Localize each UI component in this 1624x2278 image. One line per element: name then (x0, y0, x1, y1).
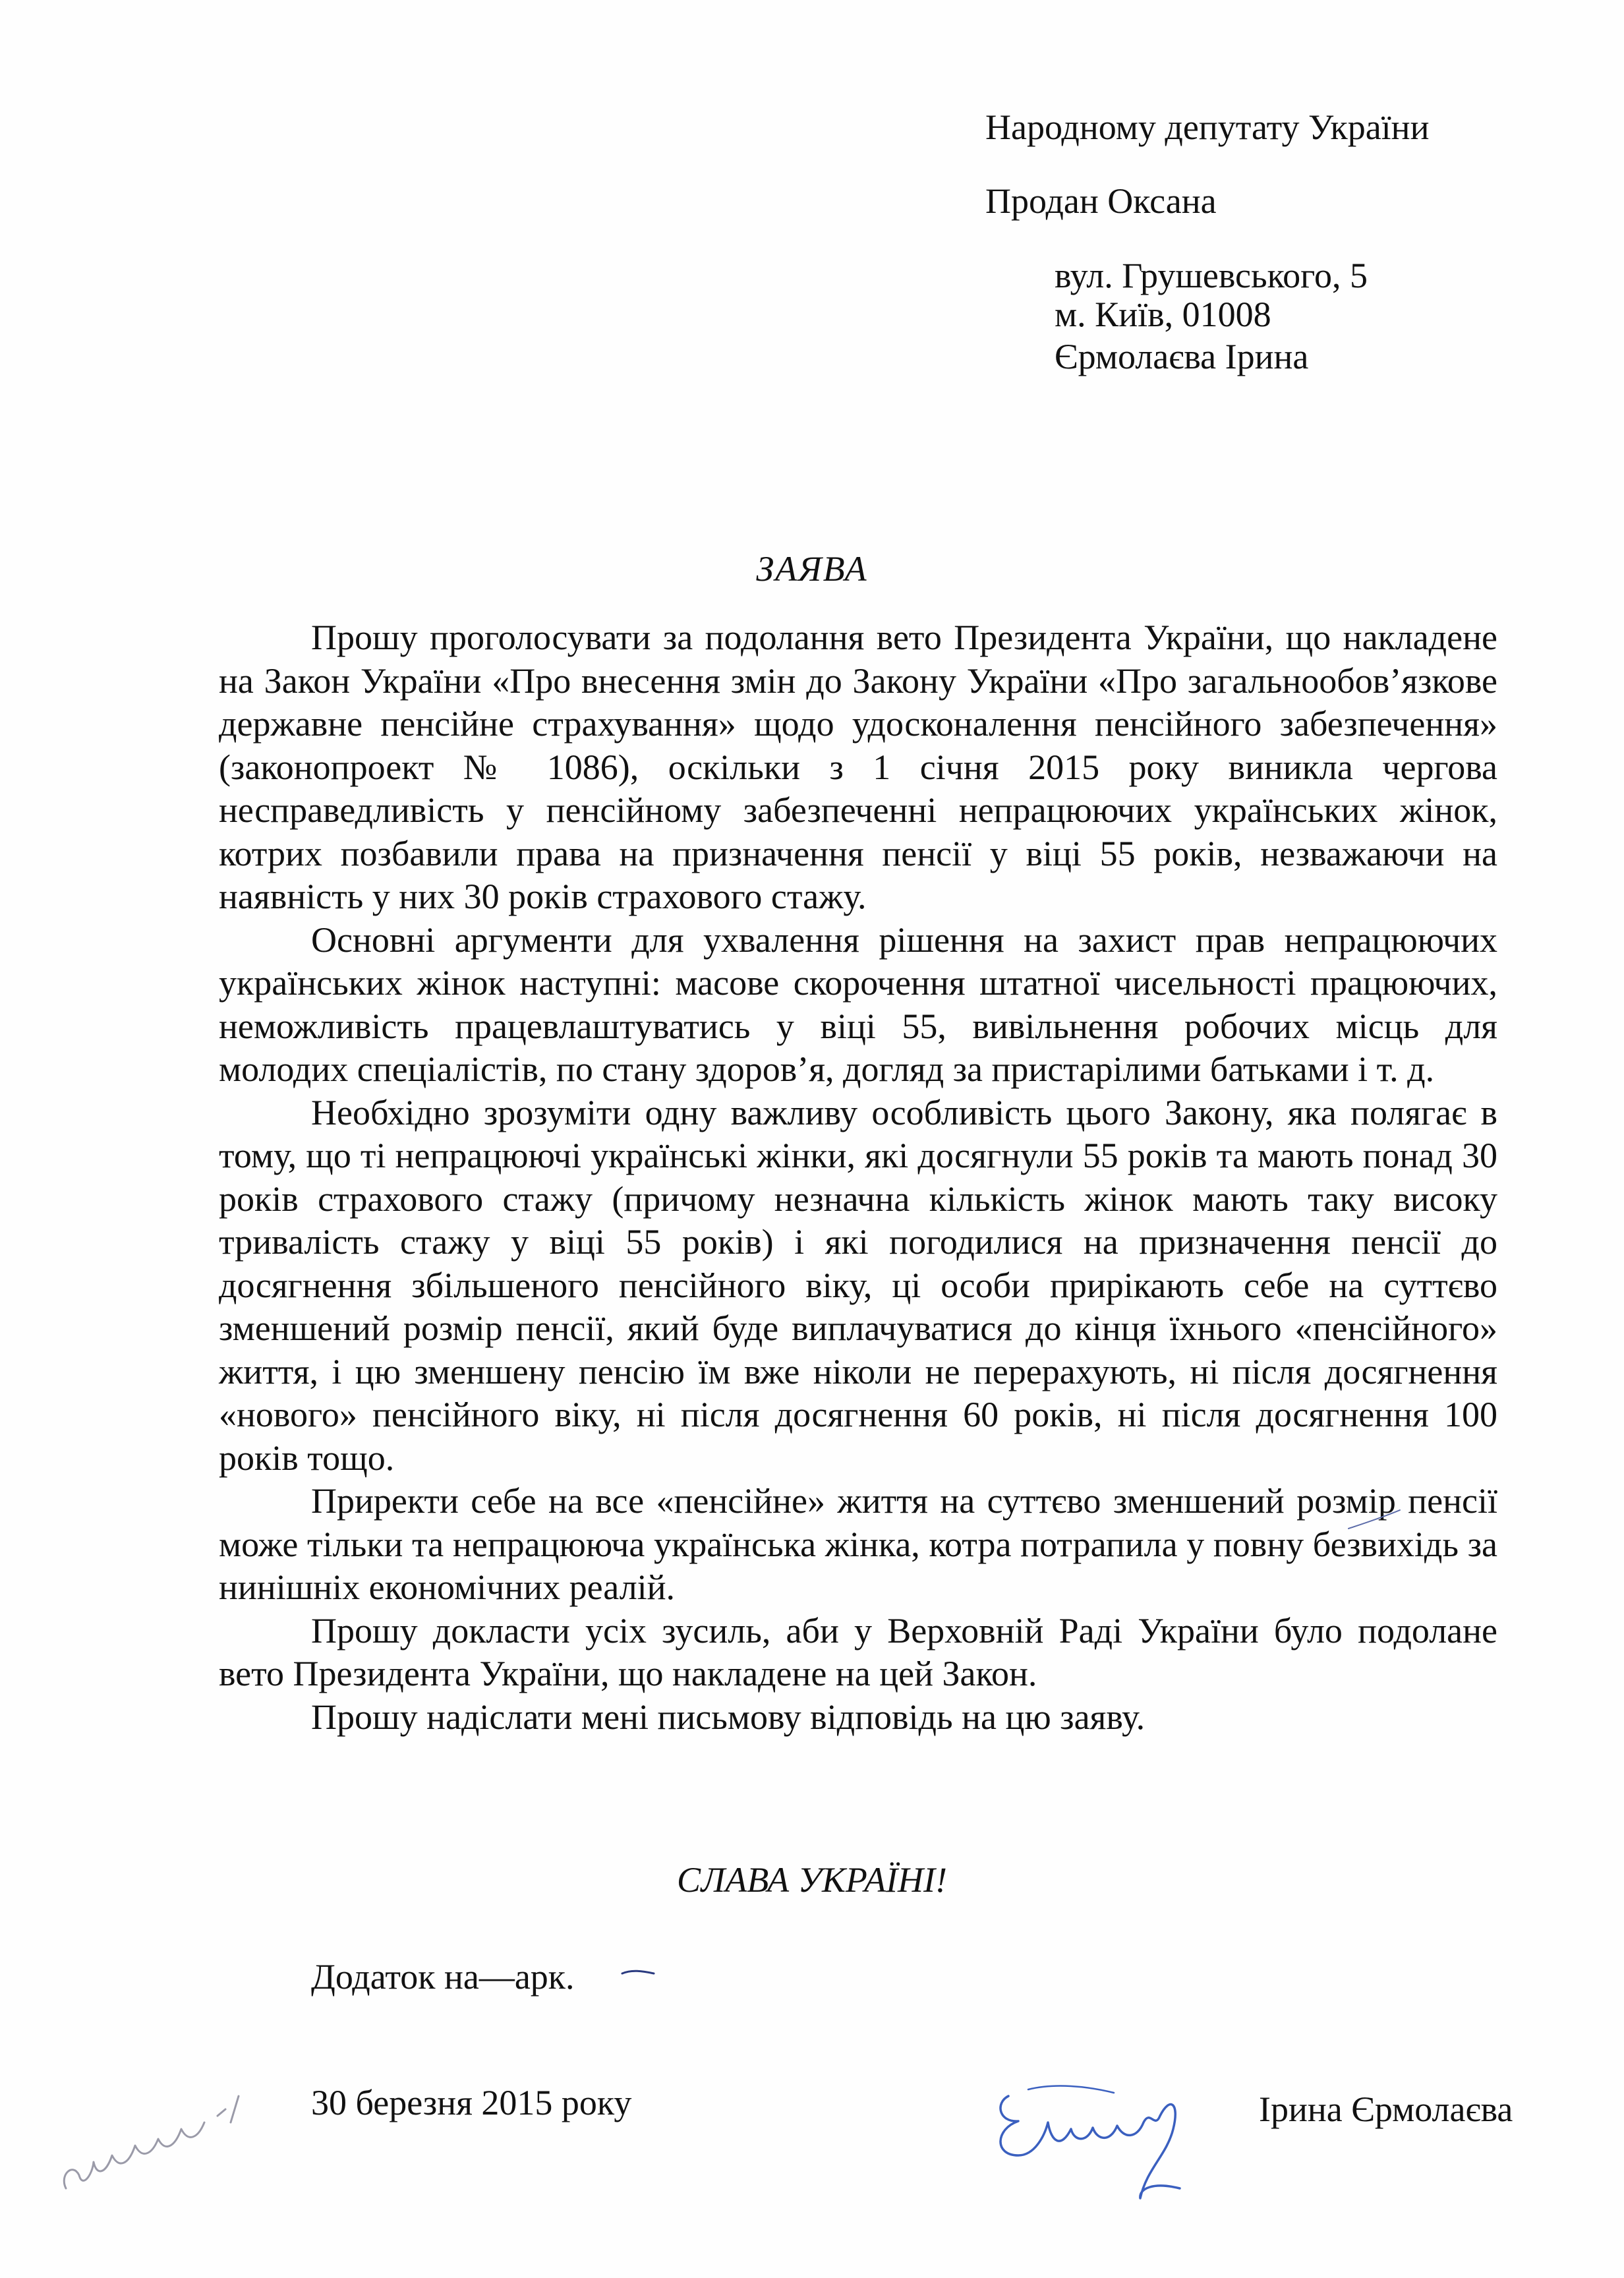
recipient-title: Народному депутату України (985, 107, 1430, 147)
paragraph: Необхідно зрозуміти одну важливу особливість цього Закону, яка полягає в тому, що ті непрацюючі українські жінки, які досягнули 55 років та мають понад 30 років страхового стажу (причому незначна кількість жінок мають таку високу тривалість стажу у віці 55 років) і які погодилися на призначення пенсії до досягнення збільшеного пенсійного віку, ці особи прирікають себе на суттєво зменшений розмір пенсії, який буде виплачуватися до кінця їхнього «пенсійного» життя, і цю зменшену пенсію їм вже ніколи не перерахують, ні після досягнення «нового» пенсійного віку, ні після досягнення 60 років, ні після досягнення 100 років тощо. (219, 1092, 1497, 1478)
paragraph: Приректи себе на все «пенсійне» життя на суттєво зменшений розмір пенсії може тільки та непрацююча українська жінка, котра потрапила у повну безвихідь за нинішніх економічних реалій. (219, 1481, 1497, 1607)
recipient-name: Продан Оксана (985, 181, 1217, 221)
paragraph: Основні аргументи для ухвалення рішення на захист прав непрацюючих українських жінок наступні: масове скорочення штатної чисельності працюючих, неможливість працевлаштуватись у віці 55, вивільнення робочих місць для молодих спеціалістів, по стану здоров’я, догляд за пристарілими батьками і т. д. (219, 920, 1497, 1089)
address-street: вул. Грушевського, 5 (1055, 256, 1368, 295)
stray-pen-mark (1345, 1506, 1404, 1533)
handwritten-dash (620, 1963, 656, 1983)
signer-name: Ірина Єрмолаєва (1259, 2089, 1513, 2129)
signature-image (982, 2057, 1206, 2208)
paragraph: Прошу надіслати мені письмову відповідь на цю заяву. (311, 1697, 1146, 1737)
address-city: м. Київ, 01008 (1055, 295, 1271, 334)
letter-body (219, 616, 1497, 1739)
letter-date: 30 березня 2015 року (311, 2083, 632, 2122)
pencil-annotation (53, 2076, 264, 2208)
paragraph: Прошу проголосувати за подолання вето Президента України, що накладене на Закон України «Про внесення змін до Закону України «Про загальнообов’язкове державне пенсійне страхування» щодо удосконалення пенсійного забезпечення» (законопроект № 1086), оскільки з 1 січня 2015 року виникла чергова несправедливість у пенсійному забезпеченні непрацюючих українських жінок, котрих позбавили права на призначення пенсії у віці 55 років, незважаючи на наявність у них 30 років страхового стажу. (219, 618, 1497, 916)
address-sender: Єрмолаєва Ірина (1055, 337, 1309, 376)
paragraph: Прошу докласти усіх зусиль, аби у Верховній Раді України було подолане вето Президента України, що накладене на цей Закон. (219, 1610, 1497, 1693)
attachment-note: Додаток на—арк. (311, 1957, 575, 1997)
document-title: ЗАЯВА (756, 549, 868, 589)
closing-slogan: СЛАВА УКРАЇНІ! (676, 1860, 947, 1900)
